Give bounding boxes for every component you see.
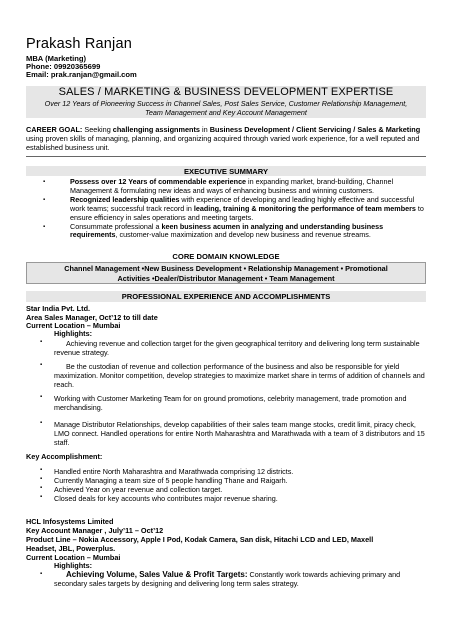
job2-product-line: Product Line – Nokia Accessory, Apple I Pod, Kodak Camera, San disk, Hitachi LCD and LED, Maxell bbox=[26, 535, 374, 544]
bullet-icon: ▪ bbox=[40, 571, 43, 577]
job1-accomplishment-label: Key Accomplishment: bbox=[26, 452, 103, 461]
career-goal-text: Seeking bbox=[82, 125, 113, 134]
candidate-email: Email: prak.ranjan@gmail.com bbox=[26, 70, 137, 79]
summary-bold: leading, training & monitoring the performance of team members bbox=[193, 203, 416, 213]
bullet-icon: ▪ bbox=[40, 467, 43, 473]
job1-position: Area Sales Manager, Oct’12 to till date bbox=[26, 313, 158, 322]
job1-highlight: Achieving revenue and collection target for the given geographical territory and delivering long term sustainable revenue strategy. bbox=[54, 339, 420, 357]
executive-summary-heading: EXECUTIVE SUMMARY bbox=[183, 167, 269, 176]
summary-item bbox=[43, 221, 426, 241]
core-domain-skills bbox=[30, 264, 422, 283]
summary-text: Consummate professional a bbox=[70, 221, 162, 231]
career-goal-bold: challenging assignments bbox=[112, 125, 200, 134]
executive-summary-list bbox=[43, 177, 426, 240]
core-domain-line-2: Activities •Dealer/Distributor Management • Team Management bbox=[117, 273, 335, 283]
bullet-icon: ▪ bbox=[40, 394, 43, 400]
bullet-icon: ▪ bbox=[40, 476, 43, 482]
summary-bold: Recognized leadership qualities bbox=[70, 194, 180, 204]
job2-product-line-cont: Headset, JBL, Powerplus. bbox=[26, 544, 116, 553]
bullet-icon: ▪ bbox=[40, 339, 43, 345]
summary-bold: Possess over 12 Years of commendable experience bbox=[70, 177, 247, 186]
job1-highlight: Manage Distributor Relationships, develop capabilities of their sales team mange stocks, credit limit, piracy check, LMO connect. Handled operations for entire North Maharashtra and Marathwada with a team of 3 distributors and 15 staff. bbox=[54, 420, 425, 447]
candidate-name: Prakash Ranjan bbox=[26, 36, 132, 52]
expertise-subtitle-line-2: Team Management and Key Account Management bbox=[145, 108, 307, 117]
job2-highlight-bold: Achieving Volume, Sales Value & Profit Targets: bbox=[66, 570, 248, 579]
bullet-icon: ▪ bbox=[43, 196, 46, 203]
job1-highlights-label: Highlights: bbox=[54, 329, 93, 338]
job1-accomplishment: Closed deals for key accounts who contributes major revenue sharing. bbox=[54, 494, 278, 503]
candidate-phone: Phone: 09920365699 bbox=[26, 62, 101, 71]
summary-text: , customer-value maximization and develop new business and revenue streams. bbox=[115, 230, 371, 240]
divider bbox=[26, 156, 426, 157]
summary-text: in expanding market, brand-building, Channel Management & formulating new ideas and ways of enhancing business and winning customers. bbox=[70, 177, 394, 195]
bullet-icon: ▪ bbox=[40, 420, 43, 426]
job2-location: Current Location – Mumbai bbox=[26, 553, 121, 562]
bullet-icon: ▪ bbox=[40, 362, 43, 368]
summary-text: with experience of developing and leading highly effective and successful work teams; successful track record in bbox=[70, 194, 415, 213]
summary-item bbox=[43, 177, 426, 196]
job2-highlights-label: Highlights: bbox=[54, 561, 93, 570]
candidate-degree: MBA (Marketing) bbox=[26, 54, 87, 63]
bullet-icon: ▪ bbox=[43, 223, 46, 230]
job1-highlight: Working with Customer Marketing Team for on ground promotions, celebrity management, trade promotion and merchandising. bbox=[54, 394, 407, 412]
summary-item bbox=[43, 194, 426, 223]
career-goal-text: using proven skills of managing, planning, and organizing acquired through varied work experience, for a well reputed and established business unit. bbox=[26, 134, 420, 152]
expertise-title: SALES / MARKETING & BUSINESS DEVELOPMENT EXPERTISE bbox=[58, 86, 394, 98]
summary-bold: keen business acumen in analyzing and understanding business requirements bbox=[70, 221, 384, 240]
job1-accomplishment: Currently Managing a team size of 5 people handling Thane and Raigarh. bbox=[54, 476, 288, 485]
expertise-subtitle-line-1: Over 12 Years of Pioneering Success in Channel Sales, Post Sales Service, Customer Relationship Management, bbox=[44, 99, 408, 108]
bullet-icon: ▪ bbox=[43, 179, 46, 185]
summary-text: to ensure efficiency in sales operations and meeting targets. bbox=[70, 203, 424, 222]
career-goal-label: CAREER GOAL: bbox=[26, 125, 83, 134]
job1-accomplishment: Achieved Year on year revenue and collection target. bbox=[54, 485, 223, 494]
job1-location: Current Location – Mumbai bbox=[26, 321, 121, 330]
job2-position: Key Account Manager , July’11 – Oct’12 bbox=[26, 526, 164, 535]
career-goal bbox=[26, 125, 426, 152]
job2-company: HCL Infosystems Limited bbox=[26, 517, 114, 526]
career-goal-text: in bbox=[199, 125, 210, 134]
core-domain-heading: CORE DOMAIN KNOWLEDGE bbox=[172, 252, 280, 261]
experience-heading: PROFESSIONAL EXPERIENCE AND ACCOMPLISHMENTS bbox=[121, 292, 331, 301]
job1-accomplishment: Handled entire North Maharashtra and Marathwada comprising 12 districts. bbox=[54, 467, 294, 476]
job2-highlight-text: Constantly work towards achieving primary and secondary sales targets by designing and delivering long term sales strategy. bbox=[54, 570, 401, 588]
job2-highlight bbox=[54, 570, 426, 588]
job1-highlight: Be the custodian of revenue and collection performance of the business and also be responsible for yield maximization. Monitor competition, develop strategies to maximize market share in terms of addition of channels and reach. bbox=[54, 362, 425, 389]
bullet-icon: ▪ bbox=[40, 494, 43, 500]
job1-company: Star India Pvt. Ltd. bbox=[26, 304, 91, 313]
expertise-subtitle bbox=[28, 99, 424, 117]
career-goal-bold: Business Development / Client Servicing / Sales & Marketing bbox=[209, 125, 421, 134]
core-domain-line-1: Channel Management •New Business Development • Relationship Management • Promotional bbox=[64, 264, 388, 273]
bullet-icon: ▪ bbox=[40, 485, 43, 491]
